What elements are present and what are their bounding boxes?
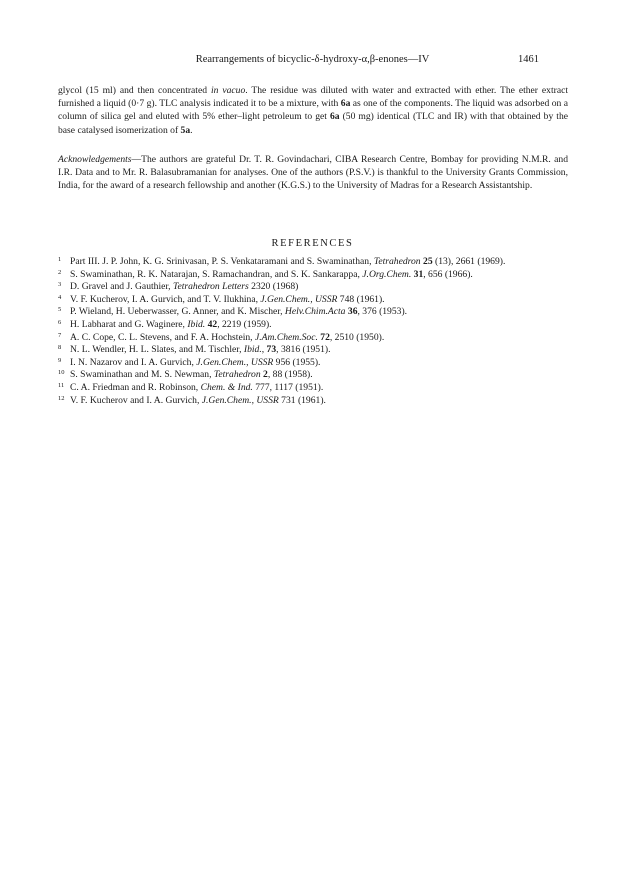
reference-number: 1 — [58, 256, 62, 263]
reference-item — [58, 369, 568, 382]
reference-number: 8 — [58, 344, 62, 352]
running-title: Rearrangements of bicyclic-δ-hydroxy-α,β-enones—IV — [195, 54, 430, 65]
reference-text: S. Swaminathan and M. S. Newman, Tetrahedron 2, 88 (1958). — [70, 369, 313, 381]
reference-text: P. Wieland, H. Ueberwasser, G. Anner, and K. Mischer, Helv.Chim.Acta 36, 376 (1953). — [70, 306, 408, 318]
reference-text: S. Swaminathan, R. K. Natarajan, S. Ramachandran, and S. K. Sankarappa, J.Org.Chem. 31, 656 (1966). — [70, 268, 473, 280]
reference-item — [58, 281, 568, 294]
reference-number: 7 — [58, 331, 62, 339]
reference-item — [58, 256, 568, 269]
reference-number: 4 — [58, 293, 62, 301]
reference-text: V. F. Kucherov and I. A. Gurvich, J.Gen.Chem., USSR 731 (1961). — [70, 394, 326, 406]
acknowledgements-label: Acknowledgements — [58, 154, 132, 165]
reference-text: H. Labharat and G. Waginere, Ibid. 42, 2219 (1959). — [70, 318, 272, 330]
reference-item — [58, 269, 568, 282]
reference-item — [58, 332, 568, 345]
references-heading: REFERENCES — [271, 238, 354, 249]
reference-number: 2 — [58, 268, 62, 276]
reference-item — [58, 395, 568, 408]
page-header — [0, 54, 625, 70]
reference-text: I. N. Nazarov and I. A. Gurvich, J.Gen.Chem., USSR 956 (1955). — [70, 356, 321, 368]
reference-text: A. C. Cope, C. L. Stevens, and F. A. Hochstein, J.Am.Chem.Soc. 72, 2510 (1950). — [70, 331, 385, 343]
reference-number: 6 — [58, 318, 62, 326]
reference-item — [58, 382, 568, 395]
references-list — [58, 256, 568, 407]
reference-text: N. L. Wendler, H. L. Slates, and M. Tischler, Ibid., 73, 3816 (1951). — [70, 344, 331, 356]
reference-item — [58, 344, 568, 357]
page-number: 1461 — [518, 54, 539, 65]
reference-number: 5 — [58, 306, 62, 314]
reference-item — [58, 357, 568, 370]
reference-number: 10 — [58, 369, 65, 377]
reference-text: D. Gravel and J. Gauthier, Tetrahedron Letters 2320 (1968) — [70, 281, 299, 293]
reference-text: V. F. Kucherov, I. A. Gurvich, and T. V. Ilukhina, J.Gen.Chem., USSR 748 (1961). — [70, 293, 385, 305]
reference-item — [58, 319, 568, 332]
reference-number: 11 — [58, 381, 65, 389]
reference-item — [58, 306, 568, 319]
experimental-paragraph: glycol (15 ml) and then concentrated in vacuo. The residue was diluted with water and extracted with ether. The ether extract furnished a liquid (0·7 g). TLC analysis indicated it to be a mixture, with 6a as one of the components. The liquid was adsorbed on a column of silica gel and eluted with 5% ether–light petroleum to get 6a (50 mg) identical (TLC and IR) with that obtained by the base catalysed isomerization of 5a. — [58, 85, 568, 136]
reference-number: 3 — [58, 281, 62, 289]
reference-number: 9 — [58, 356, 62, 364]
reference-text: Part III. J. P. John, K. G. Srinivasan, P. S. Venkataramani and S. Swaminathan, Tetrahedron 25 (13), 2661 (1969). — [70, 256, 506, 267]
reference-item — [58, 294, 568, 307]
reference-text: C. A. Friedman and R. Robinson, Chem. & Ind. 777, 1117 (1951). — [70, 381, 324, 393]
acknowledgements-paragraph: Acknowledgements—The authors are grateful Dr. T. R. Govindachari, CIBA Research Centre, Bombay for providing N.M.R. and I.R. Data and to Mr. R. Balasubramanian for analyses. One of the authors (P.S.V.) is thankful to the University Grants Commission, India, for the award of a research fellowship and another (K.G.S.) to the University of Madras for a Research Assistantship. — [58, 154, 568, 192]
reference-number: 12 — [58, 394, 65, 402]
